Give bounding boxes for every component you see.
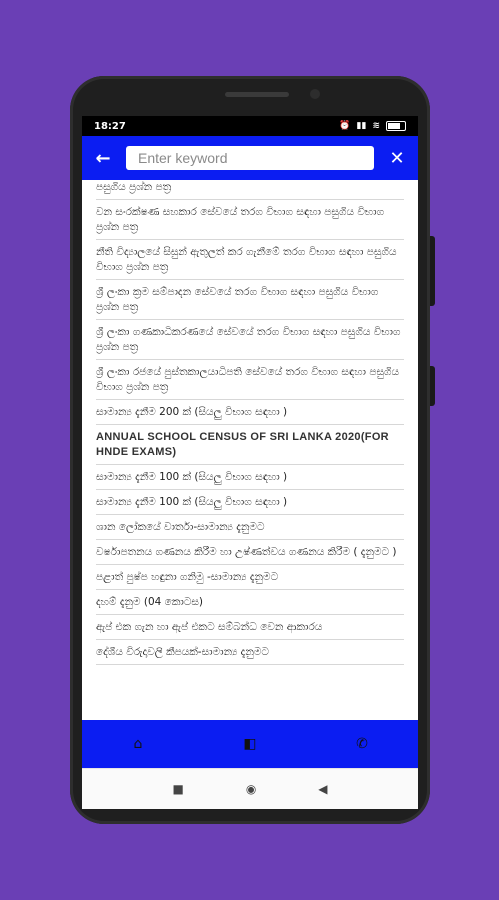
list-item[interactable]: දහම් දැනුම (04 කොටස) [96, 590, 404, 615]
paper-list [82, 180, 418, 720]
list-item[interactable]: සාමාන්‍ය දැනීම 200 ක් (සියලු විභාග සඳහා ) [96, 400, 404, 425]
status-time: 18:27 [94, 120, 126, 132]
phone-icon[interactable]: ✆ [356, 736, 368, 752]
volume-button [430, 236, 435, 306]
app-screen [82, 116, 418, 796]
list-item[interactable]: ශ්‍රී ලංකා ක්‍රම සම්පාදන සේවයේ තරග විභාග සඳහා පසුගිය විභාග ප්‍රශ්න පත්‍ර [96, 280, 404, 320]
back-button-icon[interactable]: ◀ [318, 782, 328, 796]
signal-icon: ▮▮ [356, 121, 367, 131]
bottom-navigation [82, 720, 418, 768]
phone-frame [70, 76, 430, 824]
status-bar [82, 116, 418, 136]
list-item[interactable]: ඇප් එක ගැන හා ඇප් එකට සම්බන්ධ වෙන ආකාරය [96, 615, 404, 640]
book-icon[interactable]: ◧ [243, 736, 257, 752]
home-icon[interactable]: ⌂ [133, 736, 143, 752]
search-toolbar [82, 136, 418, 180]
list-item[interactable]: වන සංරක්ෂණ සහකාර සේවයේ තරග විභාග සඳහා පසුගිය විභාග ප්‍රශ්න පත්‍ර [96, 200, 404, 240]
list-item[interactable]: ශ්‍රී ලංකා ගණකාධිකරණයේ සේවයේ තරග විභාග සඳහා පසුගිය විභාග ප්‍රශ්න පත්‍ර [96, 320, 404, 360]
close-icon[interactable]: ✕ [389, 147, 405, 169]
power-button [430, 366, 435, 406]
list-item[interactable]: නීති විද්‍යාලයේ සිසුන් ඇතුලත් කර ගැනීමේ තරග විභාග සඳහා පසුගිය විභාග ප්‍රශ්න පත්‍ර [96, 240, 404, 280]
search-input[interactable] [126, 146, 374, 170]
alarm-icon: ⏰ [339, 121, 351, 131]
list-item[interactable]: දේශීය විරුදාවලි කීපයක්-සාමාන්‍ය දැනුමට [96, 640, 404, 665]
list-item[interactable]: ANNUAL SCHOOL CENSUS OF SRI LANKA 2020(FOR HNDE EXAMS) [96, 425, 404, 465]
system-navigation [82, 768, 418, 809]
wifi-icon: ≋ [372, 121, 380, 131]
battery-icon [386, 121, 406, 131]
list-item[interactable]: පළාත් පුෂ්ප හඳුනා ගනිමු -සාමාන්‍ය දැනුමට [96, 565, 404, 590]
front-camera [310, 89, 320, 99]
home-button-icon[interactable]: ◉ [245, 782, 257, 796]
list-item[interactable]: පසුගිය ප්‍රශ්න පත්‍ර [96, 180, 404, 200]
list-item[interactable]: සාමාන්‍ය දැනීම 100 ක් (සියලු විභාග සඳහා ) [96, 465, 404, 490]
list-item[interactable]: වර්ෂාපතනය ගණනය කිරීම හා උෂ්ණත්වය ගණනය කිරීම ( දැනුමට ) [96, 540, 404, 565]
speaker-grille [225, 92, 289, 97]
list-item[interactable]: ශාන ලෝකයේ වාර්තා-සාමාන්‍ය දැනුමට [96, 515, 404, 540]
back-arrow-icon[interactable]: ← [95, 147, 111, 169]
list-item[interactable]: සාමාන්‍ය දැනීම 100 ක් (සියලු විභාග සඳහා ) [96, 490, 404, 515]
recents-icon[interactable]: ■ [172, 782, 184, 796]
status-icons [339, 121, 406, 131]
list-item[interactable]: ශ්‍රී ලංකා රජයේ පුස්තකාලයාධිපති සේවයේ තරග විභාග සඳහා පසුගිය විභාග ප්‍රශ්න පත්‍ර [96, 360, 404, 400]
